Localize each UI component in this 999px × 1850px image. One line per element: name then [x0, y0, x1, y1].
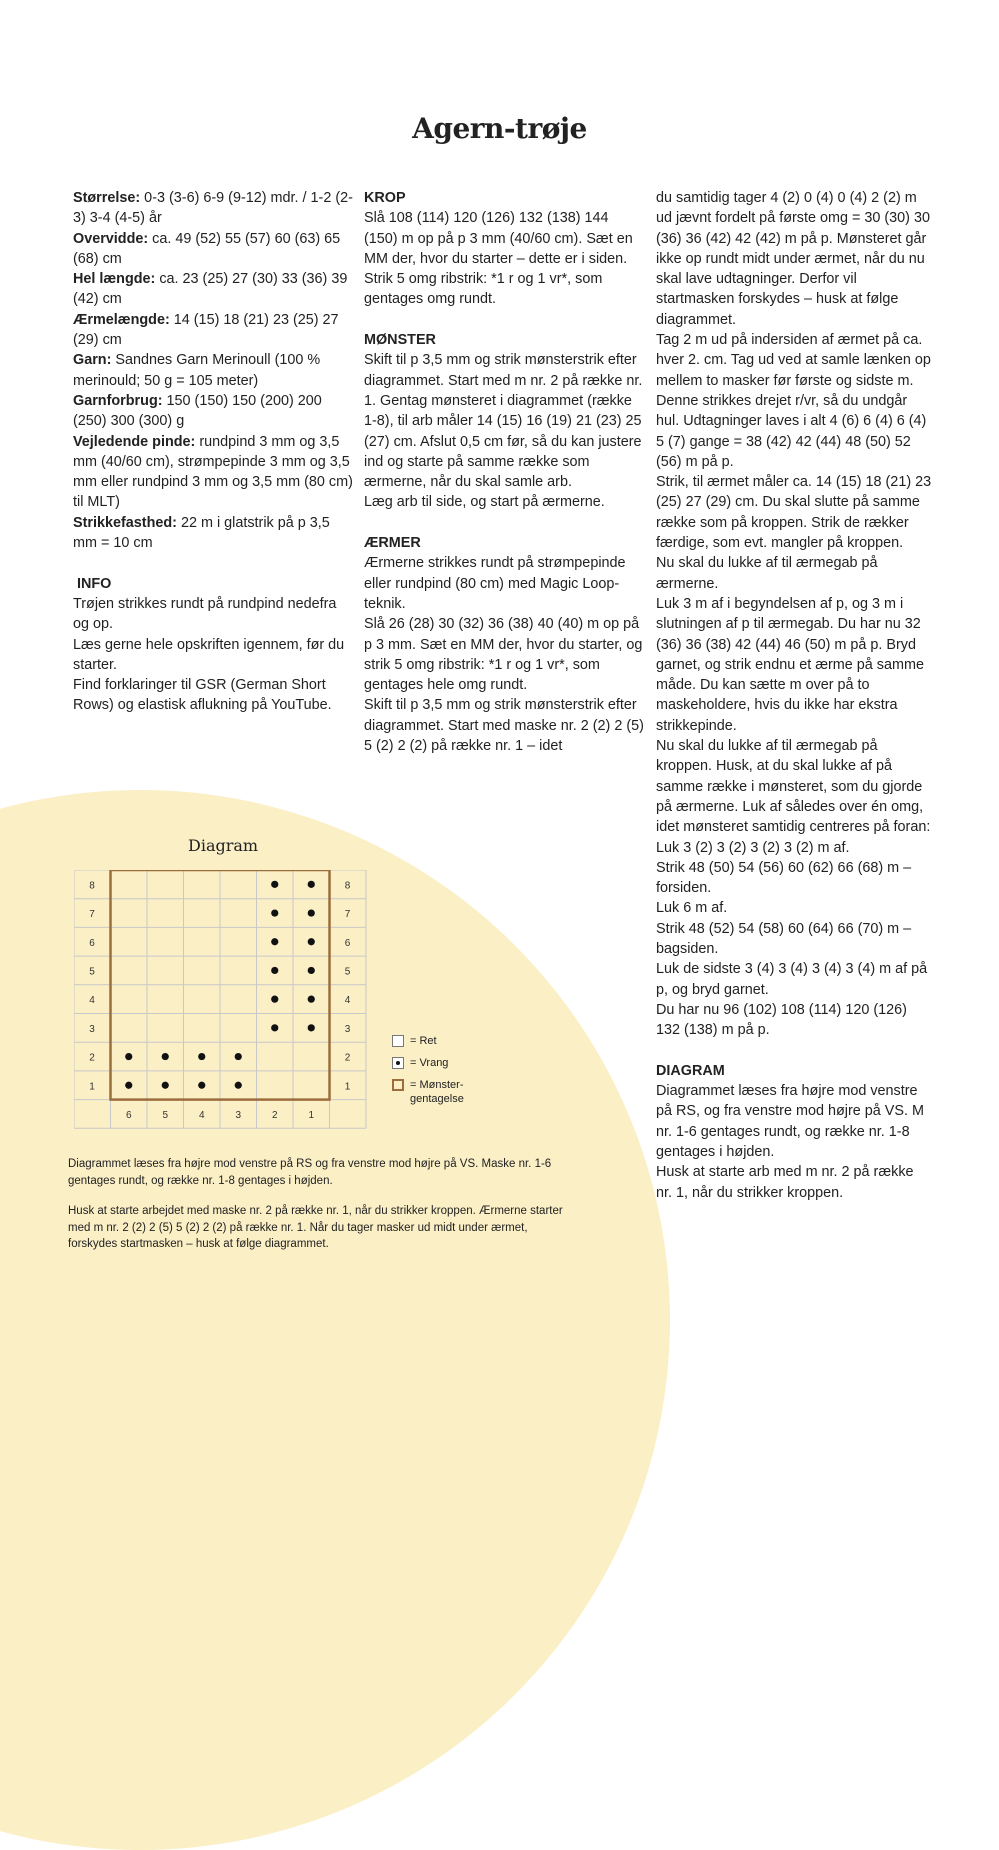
row-label-right: 4	[344, 995, 351, 1007]
purl-dot	[271, 881, 278, 888]
spec-item	[73, 513, 355, 554]
column-specs	[73, 188, 355, 716]
spec-item	[73, 188, 355, 229]
purl-dot	[125, 1053, 132, 1060]
col-label: 6	[125, 1109, 132, 1121]
monster-text-1: Skift til p 3,5 mm og strik mønsterstrik efter diagrammet. Start med m nr. 2 på række nr. 1. Gentag mønsteret i diagrammet (række 1-8), til arb måler 14 (15) 16 (19) 21 (23) 25 (27) cm. Afslut 0,5 cm før, så du kan justere ind og starte på samme række som ærmerne, når du skal samle arb.	[364, 352, 643, 491]
row-label-left: 3	[89, 1023, 95, 1035]
spec-label: Overvidde:	[73, 230, 149, 247]
diagram-text-2: Husk at starte arb med m nr. 2 på række nr. 1, når du strikker kroppen.	[656, 1164, 914, 1201]
row-label-left: 8	[89, 880, 95, 892]
row-label-right: 1	[344, 1081, 351, 1093]
purl-dot	[271, 1024, 278, 1031]
spec-item	[73, 391, 355, 432]
spec-label: Ærmelængde:	[73, 311, 170, 328]
purl-dot	[308, 967, 315, 974]
col3-paragraphs	[656, 188, 932, 1040]
row-label-right: 3	[344, 1023, 351, 1035]
diagram-note-2: Husk at starte arbejdet med maske nr. 2 på række nr. 1, når du strikker kroppen. Ærmerne starter med m nr. 2 (2) 2 (5) 5 (2) 2 (2) på række nr. 1. Når du tager masker ud midt under ærmet, forskydes startmasken – husk at følge diagrammet.	[68, 1205, 563, 1250]
krop-text: Slå 108 (114) 120 (126) 132 (138) 144 (150) m op på p 3 mm (40/60 cm). Sæt en MM der, hvor du starter – dette er i siden. Strik 5 omg ribstrik: *1 r og 1 vr*, som gentages omg rundt.	[364, 210, 633, 308]
spec-label: Vejledende pinde:	[73, 433, 196, 450]
spec-label: Garn:	[73, 352, 112, 369]
spec-value: ca. 23 (25) 27 (30) 33 (36) 39 (42) cm	[73, 271, 348, 308]
info-paragraph: Trøjen strikkes rundt på rundpind nedefra og op.	[73, 595, 337, 633]
col-label: 1	[308, 1109, 315, 1121]
page-title: Agern-trøje	[412, 112, 587, 145]
col3-paragraph: Luk 6 m af.	[656, 900, 728, 917]
spec-item	[73, 350, 355, 391]
row-label-left: 4	[89, 995, 95, 1007]
info-paragraph: Læs gerne hele opskriften igennem, før du starter.	[73, 636, 345, 673]
row-label-left: 6	[89, 937, 95, 949]
row-label-left: 1	[89, 1081, 95, 1093]
spec-item	[73, 229, 355, 270]
col3-paragraph: Luk 3 (2) 3 (2) 3 (2) 3 (2) m af.	[656, 839, 850, 856]
purl-dot	[308, 881, 315, 888]
krop-heading: KROP	[364, 190, 406, 206]
spec-value: 22 m i glatstrik på p 3,5 mm = 10 cm	[73, 514, 330, 552]
spec-value: Sandnes Garn Merinoull (100 % merinould; 50 g = 105 meter)	[73, 352, 321, 389]
spec-value: 0-3 (3-6) 6-9 (9-12) mdr. / 1-2 (2-3) 3-4 (4-5) år	[73, 190, 353, 227]
legend-repeat: = Mønster- gentagelse	[392, 1076, 464, 1106]
col3-paragraph: Nu skal du lukke af til ærmegab på kroppen. Husk, at du skal lukke af på samme række i mønsteret, som du gjorde på ærmerne. Luk af således over én omg, idet mønsteret samtidig centreres på foran:	[656, 738, 931, 836]
diagram-heading: DIAGRAM	[656, 1062, 725, 1079]
row-label-left: 2	[89, 1052, 95, 1064]
info-heading: INFO	[77, 575, 112, 592]
aermer-text-3: Skift til p 3,5 mm og strik mønsterstrik efter diagrammet. Start med maske nr. 2 (2) 2 (5) 5 (2) 2 (2) på række nr. 1 – idet	[364, 697, 644, 755]
row-label-left: 5	[89, 966, 95, 978]
col3-paragraph: Tag 2 m ud på indersiden af ærmet på ca. hver 2. cm. Tag ud ved at samle lænken op mellem to masker før første og sidste m. Denne strikkes drejet r/vr, så du undgår hul. Udtagninger laves i alt 4 (6) 6 (4) 6 (4) 5 (7) gange = 38 (42) 42 (44) 48 (50) 52 (56) m på p.	[656, 332, 931, 470]
purl-dot	[198, 1053, 205, 1060]
spec-label: Hel længde:	[73, 271, 156, 288]
knit-square-icon	[392, 1035, 404, 1047]
col3-paragraph: Strik, til ærmet måler ca. 14 (15) 18 (21) 23 (25) 27 (29) cm. Du skal slutte på samme række som på kroppen. Strik de rækker færdige, som evt. mangler på kroppen.	[656, 474, 932, 552]
diagram-note-1: Diagrammet læses fra højre mod venstre på RS og fra venstre mod højre på VS. Maske nr. 1-6 gentages rundt, og række nr. 1-8 gentages i højden.	[68, 1158, 552, 1187]
col-label: 5	[162, 1109, 169, 1121]
diagram-title: Diagram	[188, 836, 259, 855]
purl-dot-icon	[392, 1057, 404, 1069]
legend-vrang: = Vrang	[392, 1054, 464, 1070]
row-label-right: 8	[344, 880, 351, 892]
col3-paragraph: Strik 48 (50) 54 (56) 60 (62) 66 (68) m – forsiden.	[656, 859, 912, 897]
row-label-left: 7	[89, 909, 95, 921]
col-label: 2	[271, 1109, 278, 1121]
row-label-right: 5	[344, 966, 351, 978]
purl-dot	[125, 1082, 132, 1089]
knitting-chart	[74, 870, 374, 1132]
chart-legend	[392, 1032, 464, 1106]
purl-dot	[271, 909, 278, 916]
monster-heading: MØNSTER	[364, 332, 436, 349]
column-instructions	[364, 188, 644, 756]
purl-dot	[271, 938, 278, 945]
spec-label: Garnforbrug:	[73, 392, 163, 409]
row-label-right: 7	[344, 909, 351, 921]
spec-item	[73, 310, 355, 351]
col-label: 4	[198, 1109, 205, 1121]
col3-paragraph: Strik 48 (52) 54 (58) 60 (64) 66 (70) m – bagsiden.	[656, 920, 912, 957]
info-paragraph: Find forklaringer til GSR (German Short Rows) og elastisk aflukning på YouTube.	[73, 677, 332, 714]
spec-label: Strikkefasthed:	[73, 514, 177, 531]
row-label-right: 2	[344, 1052, 351, 1064]
col3-paragraph: du samtidig tager 4 (2) 0 (4) 0 (4) 2 (2) m ud jævnt fordelt på første omg = 30 (30) 30 (36) 36 (42) 42 (42) m på p. Mønsteret går ikke op rundt midt under ærmet, når du nu skal lave udtagninger. Derfor vil startmasken forskydes – husk at følge diagrammet.	[656, 190, 930, 328]
col-label: 3	[235, 1109, 242, 1121]
spec-value: 14 (15) 18 (21) 23 (25) 27 (29) cm	[73, 311, 339, 349]
col3-paragraph: Luk 3 m af i begyndelsen af p, og 3 m i slutningen af p til ærmegab. Du har nu 32 (36) 36 (38) 42 (44) 46 (50) m på p. Bryd garnet, og strik endnu et ærme på samme måde. Du kan sætte m over på to maskeholdere, hvis du ikke har ekstra strikkepinde.	[656, 595, 924, 734]
purl-dot	[235, 1053, 242, 1060]
spec-list	[73, 188, 355, 553]
row-label-right: 6	[344, 937, 351, 949]
spec-value: 150 (150) 150 (200) 200 (250) 300 (300) g	[73, 392, 322, 430]
spec-item	[73, 432, 355, 513]
col3-paragraph: Luk de sidste 3 (4) 3 (4) 3 (4) 3 (4) m af på p, og bryd garnet.	[656, 961, 928, 998]
info-paragraphs	[73, 594, 355, 716]
aermer-text-1: Ærmerne strikkes rundt på strømpepinde eller rundpind (80 cm) med Magic Loop-teknik.	[364, 555, 626, 612]
purl-dot	[308, 1024, 315, 1031]
aermer-heading: ÆRMER	[364, 535, 421, 552]
col3-paragraph: Du har nu 96 (102) 108 (114) 120 (126) 132 (138) m på p.	[656, 1001, 907, 1039]
purl-dot	[308, 909, 315, 916]
col3-paragraph: Nu skal du lukke af til ærmegab på ærmerne.	[656, 555, 878, 592]
spec-value: rundpind 3 mm og 3,5 mm (40/60 cm), strømpepinde 3 mm og 3,5 mm eller rundpind 3 mm og 3,5 mm (80 cm) til MLT)	[73, 433, 353, 511]
spec-value: ca. 49 (52) 55 (57) 60 (63) 65 (68) cm	[73, 230, 341, 267]
spec-label: Størrelse:	[73, 190, 141, 206]
spec-item	[73, 269, 355, 310]
diagram-text-1: Diagrammet læses fra højre mod venstre på RS, og fra venstre mod højre på VS. M nr. 1-6 gentages rundt, og række nr. 1-8 gentages i højden.	[656, 1083, 924, 1160]
column-continued	[656, 188, 932, 1203]
purl-dot	[271, 996, 278, 1003]
legend-ret: = Ret	[392, 1032, 464, 1048]
purl-dot	[198, 1082, 205, 1089]
purl-dot	[271, 967, 278, 974]
repeat-box-icon	[392, 1079, 404, 1091]
purl-dot	[235, 1082, 242, 1089]
purl-dot	[162, 1082, 169, 1089]
monster-text-2: Læg arb til side, og start på ærmerne.	[364, 494, 605, 511]
purl-dot	[162, 1053, 169, 1060]
purl-dot	[308, 996, 315, 1003]
aermer-text-2: Slå 26 (28) 30 (32) 36 (38) 40 (40) m op på p 3 mm. Sæt en MM der, hvor du starter, og strik 5 omg ribstrik: *1 r og 1 vr*, som gentages hele omg rundt.	[364, 616, 643, 694]
purl-dot	[308, 938, 315, 945]
